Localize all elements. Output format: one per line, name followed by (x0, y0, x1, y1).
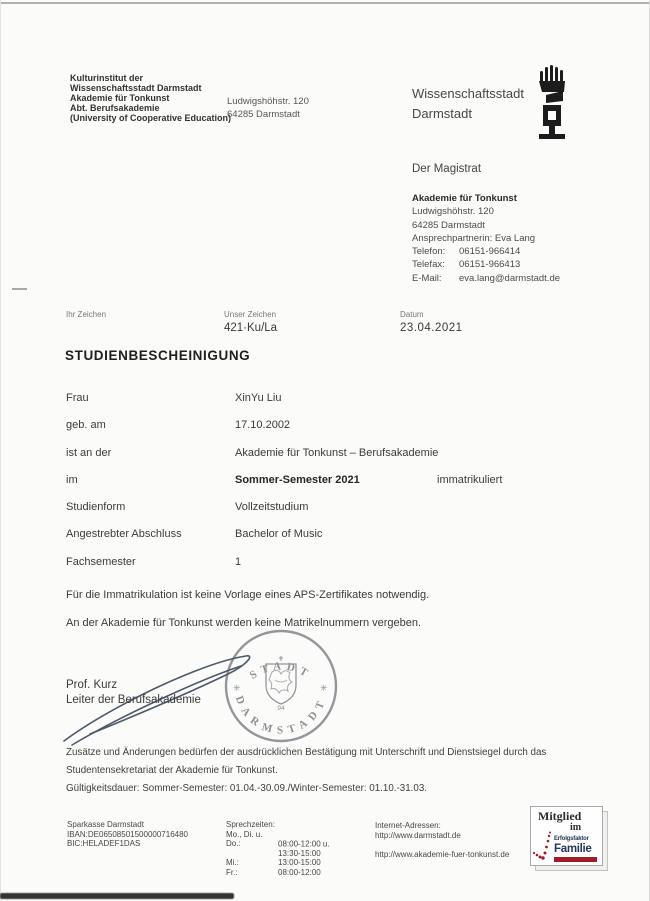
hours-time: 13:30-15:00 (278, 848, 321, 858)
datum-value: 23.04.2021 (400, 322, 463, 334)
form-label: Fachsemester (66, 555, 136, 568)
form-label: Studienform (66, 501, 126, 514)
note-aps: Für die Immatrikulation ist keine Vorlage eines APS-Zertifikates notwendig. (66, 589, 430, 601)
fold-mark (12, 288, 27, 290)
telefax-label: Telefax: (412, 259, 445, 271)
city-brand-line: Wissenschaftsstadt (412, 86, 524, 101)
badge-mitglied-text: Mitglied (538, 809, 582, 823)
contact-city: 64285 Darmstadt (412, 219, 485, 231)
form-row (66, 419, 596, 446)
svg-text:✳: ✳ (320, 683, 328, 693)
form-value: Akademie für Tonkunst – Berufsakademie (235, 446, 439, 459)
scan-edge-top (0, 2, 650, 4)
form-row (66, 501, 596, 528)
sender-line: (University of Cooperative Education) (70, 113, 232, 123)
telefon-label: Telefon: (412, 246, 446, 258)
form-row (66, 556, 596, 583)
internet-addresses (375, 821, 509, 859)
city-brand (412, 84, 524, 124)
sender-block (70, 73, 231, 123)
official-round-stamp (216, 624, 346, 754)
internet-title: Internet-Adressen: (375, 821, 441, 830)
form-label: Angestrebter Abschluss (66, 528, 182, 541)
sender-line: Kulturinstitut der (70, 73, 143, 83)
hours-day: Fr.: (226, 867, 238, 877)
svg-text:94: 94 (277, 705, 285, 712)
form-suffix-immatrikuliert: immatrikuliert (437, 473, 503, 486)
form-row (66, 474, 596, 501)
darmstadt-tower-logo-icon (537, 64, 567, 144)
hours-row (226, 868, 330, 878)
hours-day: Mo., Di. u. Do.: (226, 829, 263, 849)
hours-time: 08:00-12:00 (278, 867, 321, 877)
badge-im-text: im (570, 822, 582, 833)
email-value: eva.lang@darmstadt.de (459, 272, 561, 284)
contact-telefon (412, 245, 560, 258)
form-label: im (66, 473, 78, 486)
internet-url: http://www.darmstadt.de (375, 830, 461, 840)
svg-text:DARMSTADT: DARMSTADT (232, 694, 330, 737)
hours-day: Mi.: (226, 858, 239, 868)
hours-row (226, 858, 330, 868)
legal-paragraph (66, 744, 576, 799)
telefon-value: 06151-966414 (459, 246, 521, 258)
form-label: ist an der (66, 446, 112, 459)
contact-person: Ansprechpartnerin: Eva Lang (412, 232, 536, 244)
svg-text:✳: ✳ (233, 683, 241, 693)
email-label: E-Mail: (412, 272, 442, 284)
contact-block (412, 192, 560, 285)
form-row (66, 528, 596, 555)
contact-telefax (412, 258, 560, 271)
legal-line: Zusätze und Änderungen bedürfen der ausdrücklichen Bestätigung mit Unterschrift und Dienstsiegel durch das (66, 747, 547, 758)
internet-url: http://www.akademie-fuer-tonkunst.de (375, 849, 510, 859)
erfolgsfaktor-familie-badge (530, 806, 603, 866)
legal-line: Studentensekretariat der Akademie für Tonkunst. (66, 765, 278, 777)
bank-iban: IBAN:DE06508501500000716480 (67, 829, 188, 839)
office-hours (226, 820, 330, 878)
form-row (66, 392, 596, 419)
red-dotted-checkmark-icon (532, 831, 554, 863)
sender-street: Ludwigshöhstr. 120 (227, 96, 309, 107)
certificate-form (66, 392, 596, 583)
scan-edge-left (0, 0, 1, 901)
scan-shadow-bottom (0, 893, 234, 899)
form-label: Frau (66, 392, 89, 404)
sender-city: 64285 Darmstadt (227, 109, 300, 120)
sender-line: Akademie für Tonkunst (70, 93, 170, 103)
form-value-semester: Sommer-Semester 2021 (235, 473, 360, 486)
ihr-zeichen-label: Ihr Zeichen (66, 310, 107, 319)
signer-name: Prof. Kurz (66, 679, 118, 691)
telefax-value: 06151-966413 (459, 259, 521, 271)
hours-title: Sprechzeiten: (226, 820, 275, 829)
hours-row (226, 849, 330, 859)
badge-red-banner (554, 857, 597, 862)
bank-bic: BIC:HELADEF1DAS (67, 839, 141, 849)
form-value: Bachelor of Music (235, 528, 323, 541)
sender-line: Wissenschaftsstadt Darmstadt (70, 83, 202, 93)
legal-line: Gültigkeitsdauer: Sommer-Semester: 01.04.-30.09./Winter-Semester: 01.10.-31.03. (66, 783, 428, 795)
hours-row (226, 830, 330, 849)
contact-name: Akademie für Tonkunst (412, 193, 517, 204)
form-value: XinYu Liu (235, 392, 282, 404)
spacer (375, 840, 509, 850)
document-title: STUDIENBESCHEINIGUNG (65, 348, 251, 363)
contact-street: Ludwigshöhstr. 120 (412, 206, 494, 218)
contact-email (412, 272, 560, 285)
note-matrikel: An der Akademie für Tonkunst werden keine Matrikelnummern vergeben. (66, 617, 422, 629)
magistrat-line: Der Magistrat (412, 163, 482, 175)
badge-brand-big: Familie (554, 843, 592, 855)
badge-brand-small: Erfolgsfaktor (554, 836, 589, 842)
form-value: 1 (235, 555, 242, 568)
hours-time: 08:00-12:00 u. (278, 839, 330, 849)
signer-title: Leiter der Berufsakademie (66, 694, 201, 706)
sender-line: Abt. Berufsakademie (70, 103, 160, 113)
form-value: 17.10.2002 (235, 419, 291, 432)
svg-text:STADT: STADT (247, 660, 315, 682)
datum-label: Datum (400, 310, 424, 319)
form-label: geb. am (66, 419, 106, 432)
form-row (66, 447, 596, 474)
bank-details (67, 820, 188, 849)
sender-address (227, 95, 309, 121)
unser-zeichen-value: 421·Ku/La (224, 322, 278, 334)
bank-name: Sparkasse Darmstadt (67, 820, 144, 829)
city-brand-line: Darmstadt (412, 106, 472, 121)
form-value: Vollzeitstudium (235, 501, 309, 514)
hours-time: 13:00-15:00 (278, 858, 321, 868)
unser-zeichen-label: Unser Zeichen (224, 310, 277, 319)
